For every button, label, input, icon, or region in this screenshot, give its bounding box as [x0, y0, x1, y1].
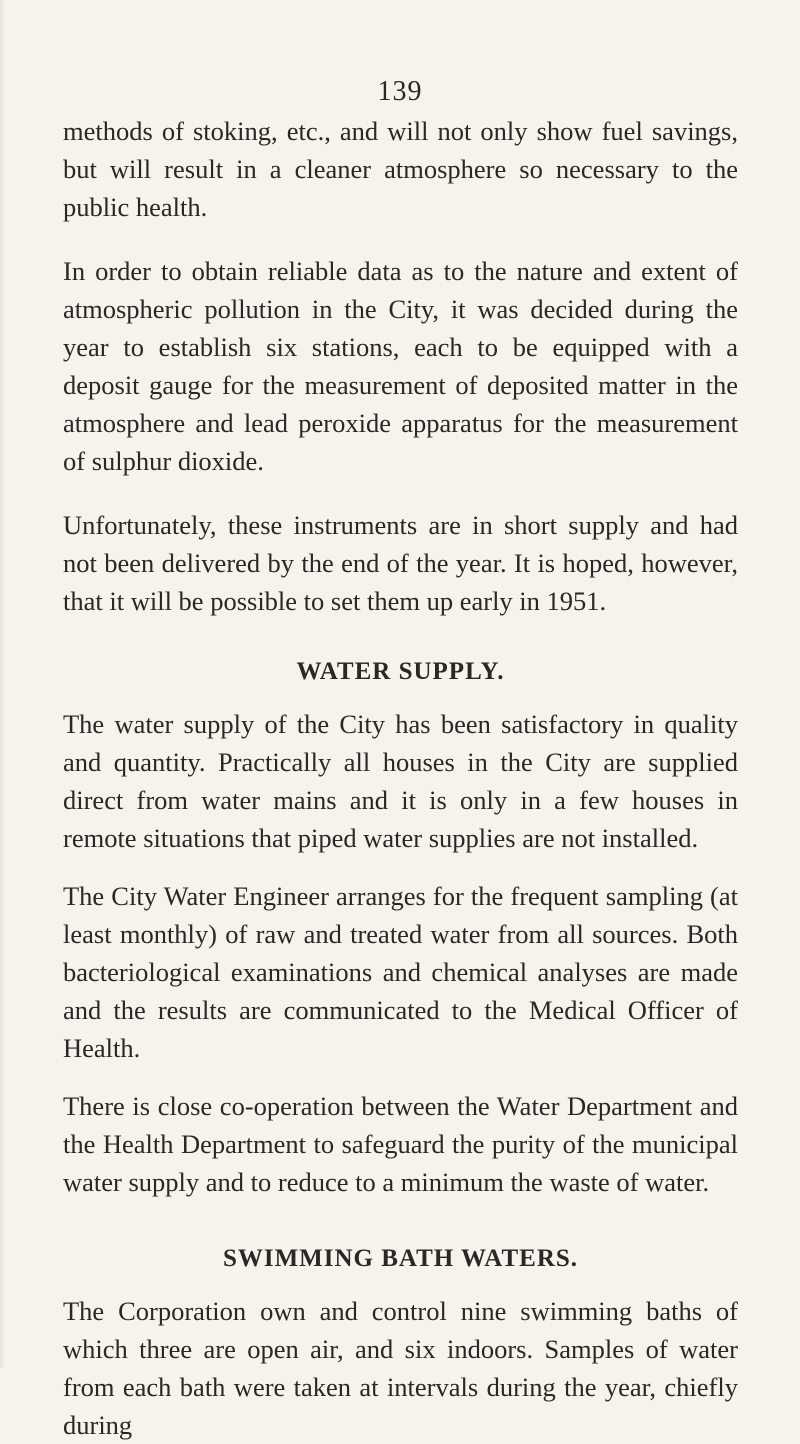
- paragraph-stoking-methods: methods of stoking, etc., and will not only show fuel savings, but will result in a cleaner atmosphere so necessary to the public health.: [63, 116, 738, 222]
- paragraph-co-operation: There is close co-operation between the Water Department and the Health Department to safeguard the purity of the municipal water supply and to reduce to a minimum the waste of water.: [63, 1091, 738, 1197]
- paragraph-water-sampling: The City Water Engineer arranges for the frequent sampling (at least monthly) of raw and treated water from all sources. Both bacteriological examinations and chemical analyses are made and the results are communicated to the Medical Officer of Health.: [63, 881, 738, 1063]
- heading-water-supply: WATER SUPPLY.: [296, 658, 505, 685]
- paragraph-instruments-supply: Unfortunately, these instruments are in short supply and had not been delivered by the end of the year. It is hoped, however, that it will be possible to set them up early in 1951.: [63, 510, 738, 616]
- paragraph-atmospheric-pollution: In order to obtain reliable data as to the nature and extent of atmospheric pollution in the City, it was decided during the year to establish six stations, each to be equipped with a deposit gauge for the measurement of deposited matter in the atmosphere and lead peroxide apparatus for the measurement of sulphur dioxide.: [63, 256, 738, 476]
- heading-swimming-bath-waters: SWIMMING BATH WATERS.: [222, 1245, 579, 1272]
- paragraph-swimming-baths: The Corporation own and control nine swimming baths of which three are open air, and six indoors. Samples of water from each bath were taken at intervals during the year, chiefly during: [63, 1296, 738, 1440]
- paragraph-water-supply-quality: The water supply of the City has been satisfactory in quality and quantity. Practically all houses in the City are supplied direct from water mains and it is only in a few houses in remote situations that piped water supplies are not installed.: [63, 709, 738, 853]
- page-left-edge-shadow: [0, 0, 5, 1368]
- page-number: 139: [377, 76, 423, 107]
- document-body: [63, 112, 738, 1444]
